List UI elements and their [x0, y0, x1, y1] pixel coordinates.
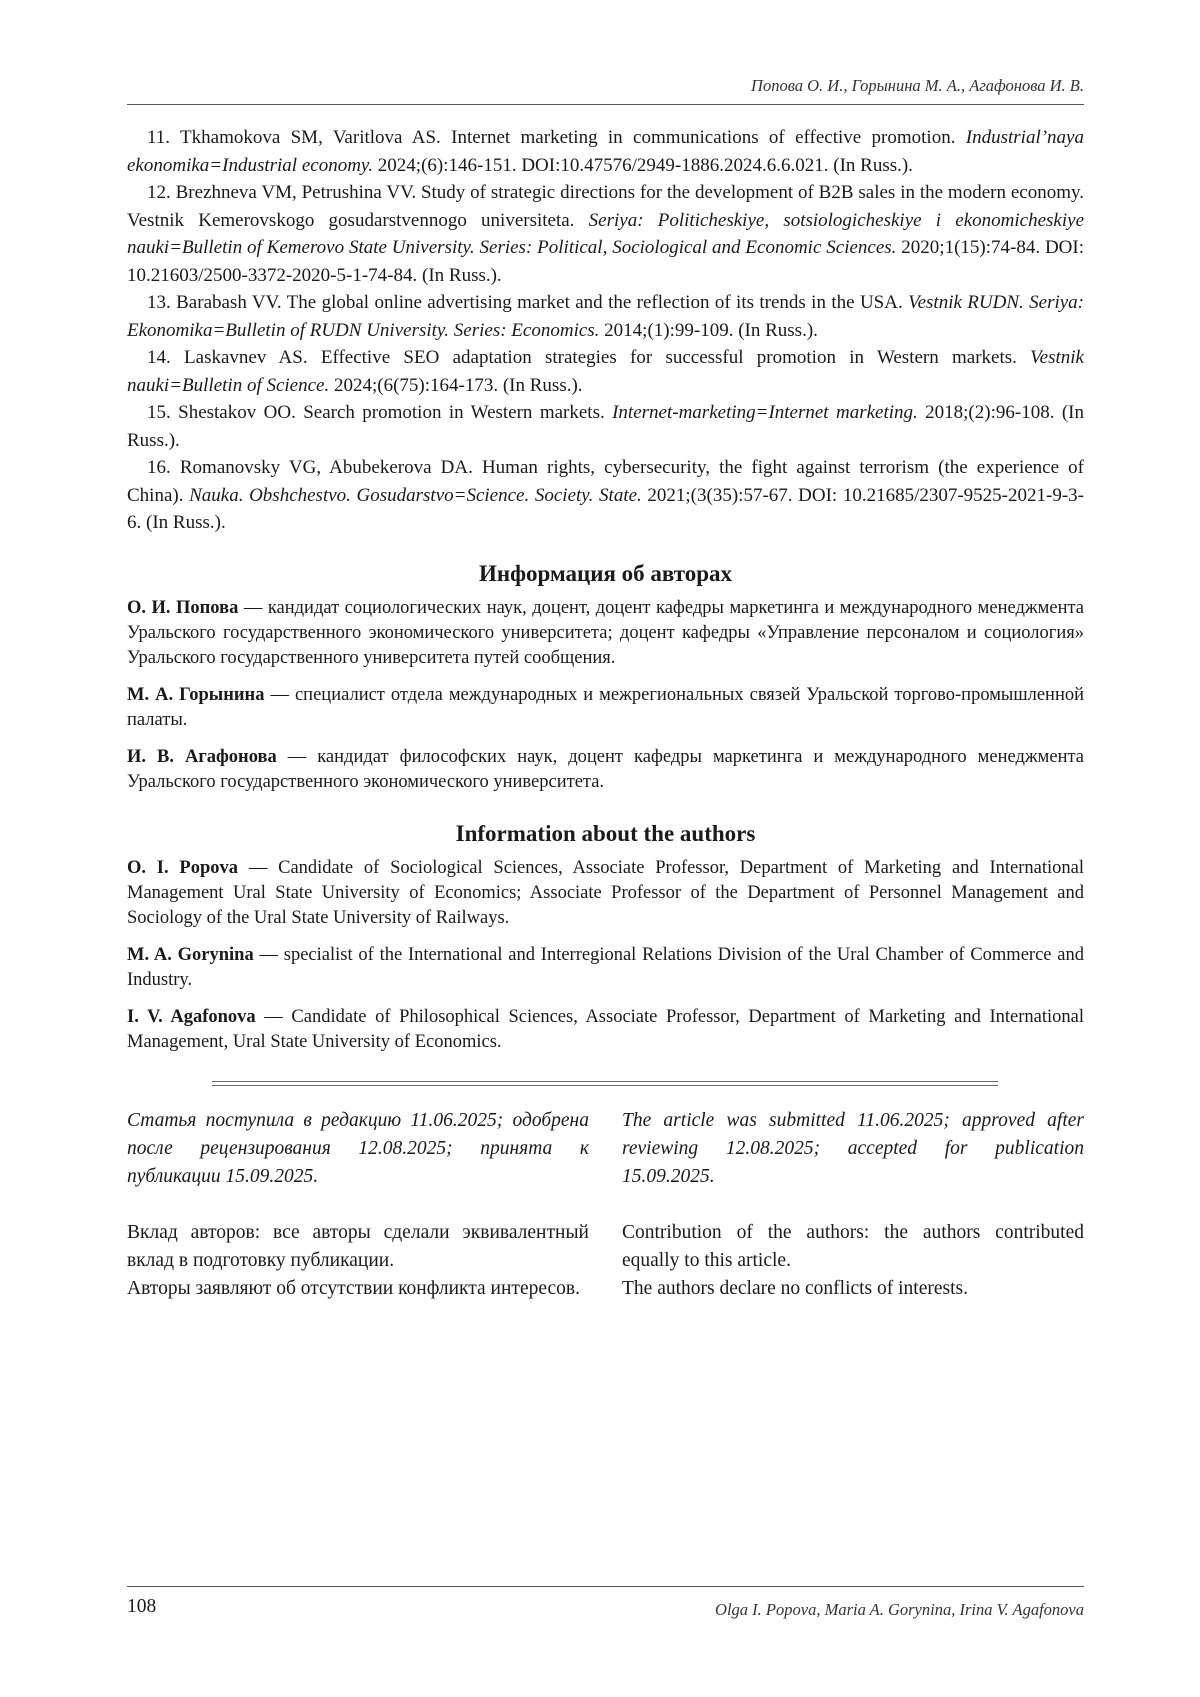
section-divider [212, 1081, 998, 1086]
reference-text: 14. Laskavnev AS. Effective SEO adaptation strategies for successful promotion in Western markets. [147, 347, 1031, 368]
reference-text: 16. Romanovsky VG, Abubekerova DA. Human rights, cybersecurity, the fight against terrorism (the experience of China). [127, 457, 1084, 506]
reference-source: Nauka. Obshchestvo. Gosudarstvo=Science. Society. State. [189, 484, 642, 506]
author-name: И. В. Агафонова [127, 747, 277, 767]
authors-ru-section-title [127, 561, 1084, 587]
authors-ru-list [127, 596, 1084, 807]
author-entry [127, 943, 1084, 993]
author-bio: — специалист отдела международных и межрегиональных связей Уральской торгово-промышленной палаты. [127, 685, 1084, 730]
reference-item [127, 344, 1084, 399]
reference-item [127, 454, 1084, 537]
conflict-ru: Авторы заявляют об отсутствии конфликта интересов. [127, 1278, 580, 1299]
footer-rule [127, 1586, 1084, 1587]
author-bio: — specialist of the International and Interregional Relations Division of the Ural Chamber of Commerce and Industry. [127, 945, 1084, 990]
submission-info-en [622, 1107, 1084, 1303]
author-entry [127, 683, 1084, 733]
author-name: I. V. Agafonova [127, 1007, 256, 1027]
authors-en-heading: Information about the authors [455, 821, 756, 846]
contribution-en: Contribution of the authors: the authors contributed equally to this article. [622, 1222, 1084, 1271]
author-entry [127, 856, 1084, 931]
reference-details: 2024;(6):146-151. DOI:10.47576/2949-1886.2024.6.6.021. (In Russ.). [373, 154, 913, 176]
contribution-ru: Вклад авторов: все авторы сделали эквивалентный вклад в подготовку публикации. [127, 1222, 589, 1271]
header-rule [127, 104, 1084, 105]
submission-dates-en: The article was submitted 11.06.2025; approved after reviewing 12.08.2025; accepted for publication 15.09.2025. [622, 1110, 1084, 1187]
reference-details: 2021;(3(35):57-67. DOI: 10.21685/2307-9525-2021-9-3-6. (In Russ.). [127, 484, 1084, 533]
authors-en-list [127, 856, 1084, 1067]
reference-item [127, 399, 1084, 454]
author-entry [127, 1005, 1084, 1055]
page-number: 108 [127, 1596, 157, 1617]
reference-source: Vestnik nauki=Bulletin of Science. [127, 347, 1084, 396]
authors-en-section-title [127, 821, 1084, 847]
author-entry [127, 596, 1084, 671]
reference-text: 15. Shestakov OO. Search promotion in Western markets. [147, 402, 613, 423]
reference-text: 12. Brezhneva VM, Petrushina VV. Study of strategic directions for the development of B2B sales in the modern economy. Vestnik Kemerovskogo gosudarstvennogo universiteta. [127, 182, 1084, 231]
author-bio: — кандидат социологических наук, доцент, доцент кафедры маркетинга и международного менеджмента Уральского государственного экономического университета; доцент кафедры «Управление персоналом и социология» Уральского государственного университета путей сообщения. [127, 598, 1084, 668]
author-name: O. I. Popova [127, 858, 239, 878]
reference-source: Internet-marketing=Internet marketing. [612, 402, 918, 423]
reference-item [127, 124, 1084, 179]
reference-details: 2018;(2):96-108. (In Russ.). [127, 402, 1084, 451]
reference-details: 2014;(1):99-109. (In Russ.). [599, 319, 818, 341]
reference-item [127, 289, 1084, 344]
running-foot: Olga I. Popova, Maria A. Gorynina, Irina V. Agafonova [715, 1600, 1084, 1619]
conflict-en: The authors declare no conflicts of interests. [622, 1278, 969, 1299]
reference-text: 11. Tkhamokova SM, Varitlova AS. Internet marketing in communications of effective promotion. [147, 127, 966, 148]
reference-text: 13. Barabash VV. The global online advertising market and the reflection of its trends in the USA. [147, 292, 909, 313]
reference-source: Industrial’naya ekonomika=Industrial economy. [127, 127, 1084, 176]
references-list [127, 124, 1084, 537]
reference-details: 2024;(6(75):164-173. (In Russ.). [329, 374, 583, 396]
author-bio: — Candidate of Philosophical Sciences, Associate Professor, Department of Marketing and International Management, Ural State University of Economics. [127, 1007, 1084, 1052]
reference-item [127, 179, 1084, 289]
author-bio: — кандидат философских наук, доцент кафедры маркетинга и международного менеджмента Уральского государственного экономического университета. [127, 747, 1085, 792]
reference-source: Seriya: Politicheskiye, sotsiologicheskiye i ekonomicheskiye nauki=Bulletin of Kemerovo State University. Series: Political, Sociological and Economic Sciences. [127, 209, 1085, 258]
authors-ru-heading: Информация об авторах [478, 561, 733, 586]
reference-source: Vestnik RUDN. Seriya: Ekonomika=Bulletin of RUDN University. Series: Economics. [127, 292, 1085, 341]
reference-details: 2020;1(15):74-84. DOI: 10.21603/2500-3372-2020-5-1-74-84. (In Russ.). [127, 237, 1084, 286]
author-entry [127, 745, 1084, 795]
author-name: О. И. Попова [127, 598, 239, 618]
author-name: M. A. Gorynina [127, 945, 254, 965]
submission-info-ru [127, 1107, 589, 1303]
running-head: Попова О. И., Горынина М. А., Агафонова И. В. [751, 76, 1084, 95]
author-bio: — Candidate of Sociological Sciences, Associate Professor, Department of Marketing and International Management Ural State University of Economics; Associate Professor of the Department of Personnel Management and Sociology of the Ural State University of Railways. [127, 858, 1084, 928]
author-name: М. А. Горынина [127, 685, 265, 705]
submission-dates-ru: Статья поступила в редакцию 11.06.2025; одобрена после рецензирования 12.08.2025; принята к публикации 15.09.2025. [127, 1110, 589, 1187]
